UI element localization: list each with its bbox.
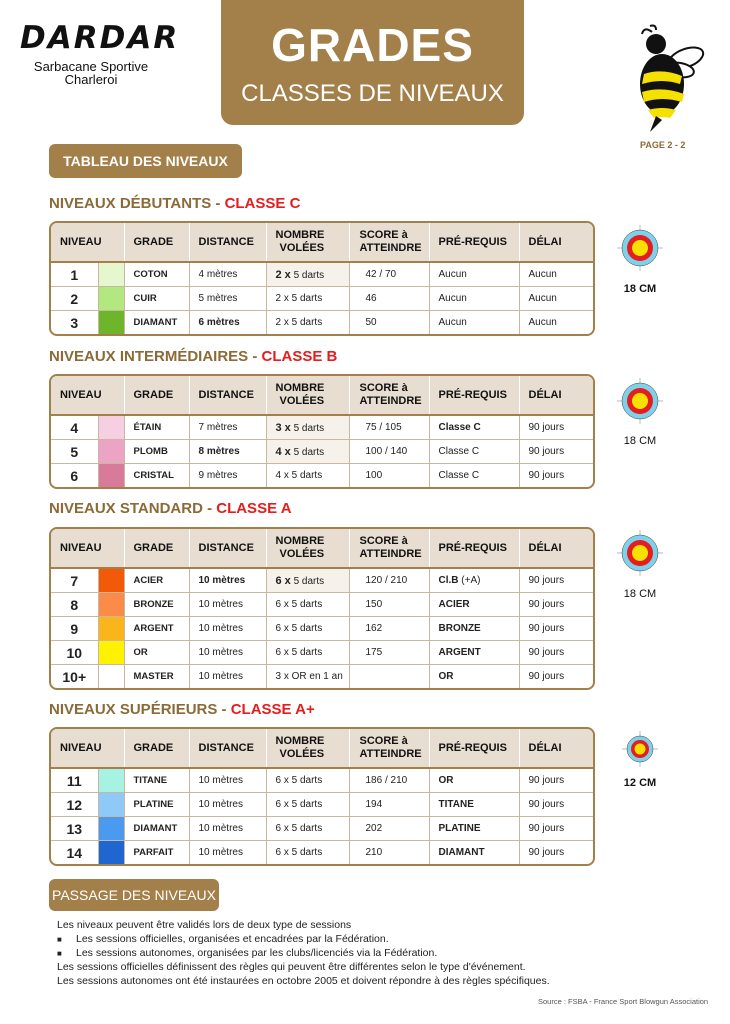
prerequis-extra: (+A) [458,575,481,586]
prerequis-cell [429,817,519,841]
volees-cell [266,440,349,464]
col-header-score-line2: ATTEINDRE [359,748,422,760]
table-row [51,262,593,287]
distance-cell: 10 mètres [189,568,266,593]
section-title: NIVEAUX INTERMÉDIAIRES - [49,348,262,365]
score-cell: 175 [349,641,429,665]
grade-name: OR [124,641,189,665]
volees-cell [266,311,349,335]
volees-text: 6 x 5 darts [275,775,323,786]
volees-cell [266,617,349,641]
prerequis-cell [429,568,519,593]
delai-cell: 90 jours [519,665,593,689]
col-header-niveau: NIVEAU [51,729,124,768]
col-header-distance: DISTANCE [189,529,266,568]
prerequis-cell [429,641,519,665]
prerequis-value: TITANE [438,799,474,810]
table-row [51,593,593,617]
col-header-score-line1: SCORE à [359,735,408,747]
col-header-score [349,376,429,415]
volees-text: 3 x OR en 1 an [275,671,343,682]
passage-bullet: ■ Les sessions officielles, organisées et encadrées par la Fédération. [57,933,389,945]
col-header-distance: DISTANCE [189,729,266,768]
col-header-score [349,729,429,768]
grade-name: BRONZE [124,593,189,617]
table-section-label: TABLEAU DES NIVEAUX [49,144,242,178]
prerequis-cell [429,841,519,865]
delai-cell: Aucun [519,262,593,287]
section-title: NIVEAUX DÉBUTANTS - [49,195,225,212]
volees-cell [266,793,349,817]
delai-cell: 90 jours [519,464,593,488]
score-cell: 100 / 140 [349,440,429,464]
table-row [51,793,593,817]
wasp-mascot-icon [620,24,710,136]
volees-text: 6 x 5 darts [275,623,323,634]
levels-table-debutants [49,221,595,336]
prerequis-cell [429,793,519,817]
col-header-score-line1: SCORE à [359,229,408,241]
volees-cell [266,768,349,793]
grade-name: DIAMANT [124,817,189,841]
prerequis-cell [429,287,519,311]
prerequis-cell [429,311,519,335]
col-header-score-line2: ATTEINDRE [359,548,422,560]
volees-cell [266,287,349,311]
grade-name: ACIER [124,568,189,593]
page-title: GRADES [271,19,474,71]
col-header-volees-line1: NOMBRE [275,229,325,241]
source-note: Source : FSBA - France Sport Blowgun Association [538,997,709,1006]
distance-cell: 6 mètres [189,311,266,335]
page-number: PAGE 2 - 2 [640,140,686,150]
col-header-niveau: NIVEAU [51,376,124,415]
level-number: 8 [51,593,98,617]
col-header-prerequis: PRÉ-REQUIS [429,376,519,415]
col-header-volees-line1: NOMBRE [275,535,325,547]
volees-cell [266,593,349,617]
levels-table-grid [51,223,593,334]
col-header-score-line2: ATTEINDRE [359,395,422,407]
club-subtitle-line2: Charleroi [64,72,118,87]
prerequis-value: ACIER [438,599,470,610]
levels-table-intermediaires [49,374,595,489]
col-header-score-line1: SCORE à [359,382,408,394]
section-heading-standard [49,500,292,517]
col-header-delai: DÉLAI [519,376,593,415]
grade-name: ÉTAIN [124,415,189,440]
prerequis-value: Cl.B [438,575,459,586]
distance-cell: 9 mètres [189,464,266,488]
volees-text: 5 darts [290,446,325,458]
passage-paragraph: Les sessions officielles définissent des règles qui peuvent être différentes selon le type d'événement. [57,961,526,973]
col-header-score-line2: ATTEINDRE [359,242,422,254]
level-number: 10+ [51,665,98,689]
grade-color-swatch [98,665,124,689]
col-header-grade: GRADE [124,529,189,568]
level-number: 11 [51,768,98,793]
level-number: 5 [51,440,98,464]
col-header-grade: GRADE [124,729,189,768]
section-heading-superieurs [49,701,315,718]
col-header-niveau: NIVEAU [51,529,124,568]
score-cell: 202 [349,817,429,841]
club-subtitle-line1: Sarbacane Sportive [33,59,149,74]
volees-count: 3 x [275,421,291,434]
target-size-label: 18 CM [623,435,657,447]
col-header-volees-line2: VOLÉES [279,242,325,254]
prerequis-value: BRONZE [438,623,481,634]
level-number: 4 [51,415,98,440]
grade-color-swatch [98,817,124,841]
grade-color-swatch [98,287,124,311]
score-cell: 46 [349,287,429,311]
delai-cell: 90 jours [519,841,593,865]
volees-text: 5 darts [290,575,325,587]
prerequis-cell [429,262,519,287]
volees-cell [266,568,349,593]
col-header-score [349,223,429,262]
level-number: 14 [51,841,98,865]
score-cell: 194 [349,793,429,817]
volees-count: 6 x [275,574,291,587]
levels-table-grid [51,376,593,487]
section-class: CLASSE C [224,195,301,212]
level-number: 12 [51,793,98,817]
levels-table-grid [51,529,593,688]
level-number: 1 [51,262,98,287]
delai-cell: 90 jours [519,641,593,665]
grade-name: COTON [124,262,189,287]
section-heading-intermediaires [49,348,337,365]
prerequis-cell [429,415,519,440]
prerequis-value: Classe C [438,422,481,433]
col-header-grade: GRADE [124,376,189,415]
distance-cell: 5 mètres [189,287,266,311]
table-row [51,464,593,488]
score-cell: 120 / 210 [349,568,429,593]
col-header-delai: DÉLAI [519,223,593,262]
col-header-volees-line2: VOLÉES [279,548,325,560]
level-number: 3 [51,311,98,335]
table-row [51,641,593,665]
prerequis-value: ARGENT [438,647,481,658]
levels-table-standard [49,527,595,690]
grade-color-swatch [98,415,124,440]
volees-cell [266,841,349,865]
score-cell [349,665,429,689]
volees-text: 6 x 5 darts [275,647,323,658]
col-header-delai: DÉLAI [519,729,593,768]
distance-cell: 10 mètres [189,768,266,793]
score-cell: 100 [349,464,429,488]
grade-color-swatch [98,440,124,464]
grade-color-swatch [98,593,124,617]
delai-cell: 90 jours [519,415,593,440]
score-cell: 210 [349,841,429,865]
target-icon [617,225,663,271]
delai-cell: 90 jours [519,793,593,817]
grade-name: CUIR [124,287,189,311]
prerequis-cell [429,768,519,793]
section-heading-debutants [49,195,300,212]
delai-cell: 90 jours [519,593,593,617]
score-cell: 150 [349,593,429,617]
distance-cell: 4 mètres [189,262,266,287]
grade-color-swatch [98,641,124,665]
volees-text: 6 x 5 darts [275,847,323,858]
table-row [51,665,593,689]
volees-text: 6 x 5 darts [275,823,323,834]
score-cell: 50 [349,311,429,335]
target-icon [617,378,663,424]
passage-section-label: PASSAGE DES NIVEAUX [49,879,219,911]
volees-cell [266,415,349,440]
grade-name: DIAMANT [124,311,189,335]
volees-text: 2 x 5 darts [275,317,323,328]
distance-cell: 10 mètres [189,617,266,641]
col-header-volees-line2: VOLÉES [279,395,325,407]
section-class: CLASSE B [261,348,338,365]
volees-text: 5 darts [290,269,325,281]
table-row [51,617,593,641]
level-number: 2 [51,287,98,311]
grade-name: CRISTAL [124,464,189,488]
section-class: CLASSE A [216,500,292,517]
distance-cell: 10 mètres [189,665,266,689]
volees-text: 5 darts [290,422,325,434]
section-title: NIVEAUX SUPÉRIEURS - [49,701,231,718]
level-number: 13 [51,817,98,841]
col-header-volees [266,376,349,415]
volees-cell [266,665,349,689]
grade-name: TITANE [124,768,189,793]
level-number: 9 [51,617,98,641]
table-row [51,768,593,793]
passage-bullet-text: Les sessions autonomes, organisées par les clubs/licenciés via la Fédération. [76,947,438,959]
prerequis-value: Classe C [438,470,480,481]
prerequis-value: Aucun [438,293,467,304]
grade-color-swatch [98,568,124,593]
distance-cell: 10 mètres [189,817,266,841]
distance-cell: 8 mètres [189,440,266,464]
prerequis-value: Classe C [438,446,480,457]
col-header-volees-line1: NOMBRE [275,382,325,394]
levels-table-superieurs [49,727,595,866]
grade-color-swatch [98,793,124,817]
header-banner [221,0,524,125]
grade-name: PLOMB [124,440,189,464]
prerequis-value: PLATINE [438,823,481,834]
col-header-distance: DISTANCE [189,376,266,415]
distance-cell: 10 mètres [189,793,266,817]
prerequis-cell [429,593,519,617]
table-row [51,440,593,464]
col-header-prerequis: PRÉ-REQUIS [429,223,519,262]
table-row [51,568,593,593]
level-number: 6 [51,464,98,488]
table-row [51,415,593,440]
col-header-prerequis: PRÉ-REQUIS [429,529,519,568]
col-header-volees-line1: NOMBRE [275,735,325,747]
volees-count: 4 x [275,445,291,458]
level-number: 10 [51,641,98,665]
col-header-niveau: NIVEAU [51,223,124,262]
distance-cell: 10 mètres [189,841,266,865]
volees-text: 4 x 5 darts [275,470,323,481]
grade-name: PLATINE [124,793,189,817]
col-header-volees [266,223,349,262]
club-logo-subtitle [20,60,162,86]
volees-cell [266,817,349,841]
prerequis-cell [429,617,519,641]
grade-color-swatch [98,841,124,865]
grade-color-swatch [98,768,124,793]
col-header-volees-line2: VOLÉES [279,748,325,760]
distance-cell: 10 mètres [189,641,266,665]
target-size-label: 18 CM [623,588,657,600]
delai-cell: 90 jours [519,568,593,593]
page-subtitle: CLASSES DE NIVEAUX [241,80,504,107]
levels-table-grid [51,729,593,864]
target-icon [622,731,658,767]
volees-cell [266,641,349,665]
grade-color-swatch [98,617,124,641]
table-row [51,817,593,841]
volees-text: 2 x 5 darts [275,293,323,304]
passage-intro: Les niveaux peuvent être validés lors de deux type de sessions [57,919,352,931]
score-cell: 162 [349,617,429,641]
section-title: NIVEAUX STANDARD - [49,500,217,517]
target-size-label: 12 CM [623,777,657,789]
target-icon [617,530,663,576]
prerequis-cell [429,665,519,689]
target-size-label: 18 CM [623,283,657,295]
volees-text: 6 x 5 darts [275,799,323,810]
volees-count: 2 x [275,268,291,281]
volees-cell [266,262,349,287]
col-header-volees [266,729,349,768]
section-class: CLASSE A+ [230,701,315,718]
club-logo-title: DARDAR [20,20,180,56]
level-number: 7 [51,568,98,593]
distance-cell: 10 mètres [189,593,266,617]
table-row [51,287,593,311]
volees-text: 6 x 5 darts [275,599,323,610]
volees-cell [266,464,349,488]
prerequis-value: Aucun [438,269,467,280]
prerequis-value: OR [438,671,454,682]
delai-cell: 90 jours [519,617,593,641]
table-row [51,311,593,335]
delai-cell: 90 jours [519,817,593,841]
grade-name: MASTER [124,665,189,689]
passage-paragraph: Les sessions autonomes ont été instaurées en octobre 2005 et doivent répondre à des règles spécifiques. [57,975,550,987]
col-header-prerequis: PRÉ-REQUIS [429,729,519,768]
score-cell: 186 / 210 [349,768,429,793]
score-cell: 42 / 70 [349,262,429,287]
delai-cell: Aucun [519,287,593,311]
col-header-distance: DISTANCE [189,223,266,262]
table-row [51,841,593,865]
prerequis-cell [429,440,519,464]
prerequis-value: DIAMANT [438,847,485,858]
delai-cell: Aucun [519,311,593,335]
prerequis-value: Aucun [438,317,467,328]
grade-name: ARGENT [124,617,189,641]
passage-bullet-text: Les sessions officielles, organisées et encadrées par la Fédération. [76,933,389,945]
col-header-score [349,529,429,568]
prerequis-cell [429,464,519,488]
distance-cell: 7 mètres [189,415,266,440]
grade-name: PARFAIT [124,841,189,865]
delai-cell: 90 jours [519,440,593,464]
score-cell: 75 / 105 [349,415,429,440]
col-header-score-line1: SCORE à [359,535,408,547]
col-header-grade: GRADE [124,223,189,262]
grade-color-swatch [98,464,124,488]
col-header-delai: DÉLAI [519,529,593,568]
col-header-volees [266,529,349,568]
delai-cell: 90 jours [519,768,593,793]
prerequis-value: OR [438,775,454,786]
passage-bullet: ■ Les sessions autonomes, organisées par les clubs/licenciés via la Fédération. [57,947,438,959]
grade-color-swatch [98,311,124,335]
grade-color-swatch [98,262,124,287]
